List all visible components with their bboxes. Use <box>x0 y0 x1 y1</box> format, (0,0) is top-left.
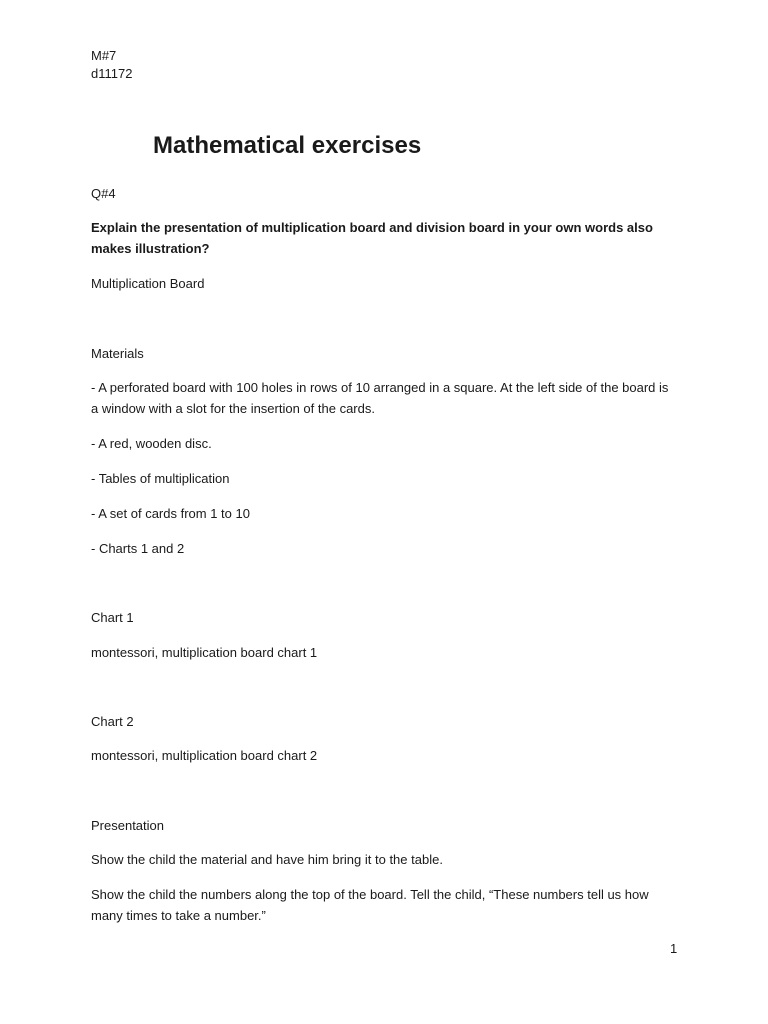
chart-caption: montessori, multiplication board chart 1 <box>91 645 318 660</box>
chart-heading: Chart 1 <box>91 610 134 625</box>
materials-item: - A perforated board with 100 holes in rows of 10 arranged in a square. At the left side of the board is a window with a slot for the insertion of the cards. <box>91 380 669 416</box>
presentation-heading: Presentation <box>91 818 164 833</box>
presentation-step: Show the child the numbers along the top of the board. Tell the child, “These numbers tell us how many times to take a number.” <box>91 887 649 923</box>
page-title: Mathematical exercises <box>153 132 422 159</box>
materials-item: - Tables of multiplication <box>91 471 230 486</box>
header-line-1: M#7 <box>91 48 117 63</box>
materials-item: - A set of cards from 1 to 10 <box>91 506 250 521</box>
question-id: Q#4 <box>91 186 116 201</box>
materials-item: - Charts 1 and 2 <box>91 541 185 556</box>
section-heading: Multiplication Board <box>91 276 205 291</box>
question-text: Explain the presentation of multiplication board and division board in your own words also makes illustration? <box>91 220 653 256</box>
chart-heading: Chart 2 <box>91 714 134 729</box>
chart-caption: montessori, multiplication board chart 2 <box>91 748 318 763</box>
header-line-2: d11172 <box>91 66 133 81</box>
materials-heading: Materials <box>91 346 144 361</box>
materials-item: - A red, wooden disc. <box>91 436 212 451</box>
presentation-step: Show the child the material and have him bring it to the table. <box>91 852 443 867</box>
page-number: 1 <box>670 941 678 956</box>
